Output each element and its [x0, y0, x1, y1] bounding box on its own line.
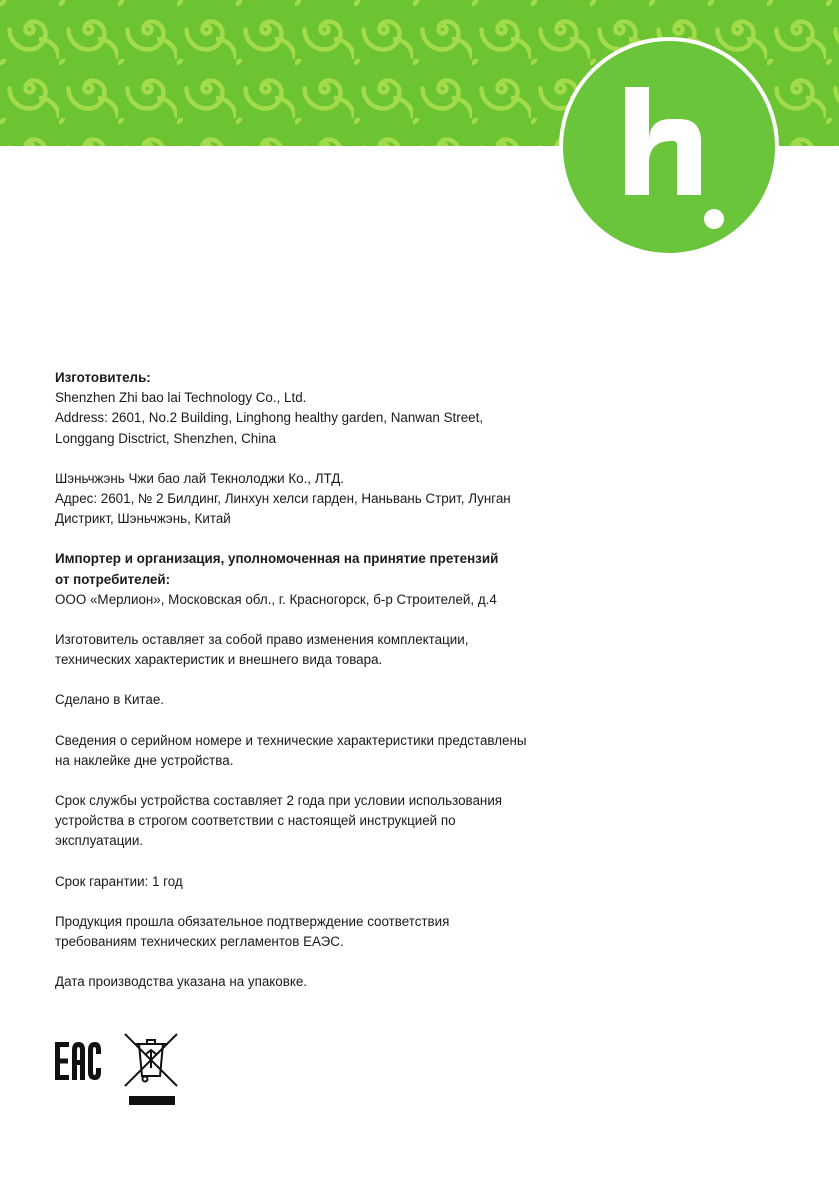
manufacturer-address-ru-line1: Адрес: 2601, № 2 Билдинг, Линхун хелси гарден, Наньвань Стрит, Лунган	[55, 491, 511, 507]
production-date-text: Дата производства указана на упаковке.	[55, 974, 308, 990]
importer-text: ООО «Мерлион», Московская обл., г. Красногорск, б-р Строителей, д.4	[55, 591, 497, 607]
manufacturer-name-en: Shenzhen Zhi bao lai Technology Co., Ltd.	[55, 390, 307, 406]
manufacturer-heading: Изготовитель:	[55, 370, 151, 385]
cert-note-line1: Продукция прошла обязательное подтверждение соответствия	[55, 913, 450, 929]
service-note-line2: устройства в строгом соответствии с настоящей инструкцией по	[55, 813, 456, 829]
manufacturer-en-section	[55, 368, 615, 449]
manufacturer-address-en-line1: Address: 2601, No.2 Building, Linghong healthy garden, Nanwan Street,	[55, 410, 484, 426]
manufacturer-address-ru-line2: Дистрикт, Шэньчжэнь, Китай	[55, 511, 231, 527]
eac-icon	[55, 1042, 101, 1080]
serial-note-line1: Сведения о серийном номере и технические характеристики представлены	[55, 732, 527, 748]
serial-note	[55, 731, 615, 771]
compliance-marks-graphic	[55, 1030, 185, 1108]
manufacturer-name-ru: Шэньчжэнь Чжи бао лай Текнолоджи Ко., ЛТД.	[55, 470, 345, 486]
document-body	[55, 368, 615, 1012]
production-date-note	[55, 972, 615, 992]
manufacturer-ru-section	[55, 469, 615, 530]
rights-note-line1: Изготовитель оставляет за собой право изменения комплектации,	[55, 632, 469, 648]
brand-logo	[559, 37, 779, 257]
service-note-line1: Срок службы устройства составляет 2 года при условии использования	[55, 793, 503, 809]
cert-note-line2: требованиям технических регламентов ЕАЭС.	[55, 934, 344, 950]
importer-section	[55, 549, 615, 610]
service-life-note	[55, 791, 615, 852]
weee-bar	[129, 1096, 175, 1105]
weee-bin-icon	[125, 1034, 177, 1086]
importer-heading-line2: от потребителей:	[55, 571, 171, 587]
service-note-line3: эксплуатации.	[55, 833, 144, 849]
manufacturer-address-en-line2: Longgang Disctrict, Shenzhen, China	[55, 430, 277, 446]
warranty-note	[55, 872, 615, 892]
importer-heading-line1: Импортер и организация, уполномоченная на принятие претензий	[55, 551, 499, 567]
made-in-note	[55, 690, 615, 710]
rights-note-line2: технических характеристик и внешнего вида товара.	[55, 652, 383, 668]
hi-logo-icon	[563, 41, 775, 253]
warranty-text: Срок гарантии: 1 год	[55, 873, 183, 889]
certification-note	[55, 912, 615, 952]
compliance-marks	[55, 1030, 185, 1113]
made-in-text: Сделано в Китае.	[55, 692, 165, 708]
rights-note	[55, 630, 615, 670]
serial-note-line2: на наклейке дне устройства.	[55, 752, 234, 768]
